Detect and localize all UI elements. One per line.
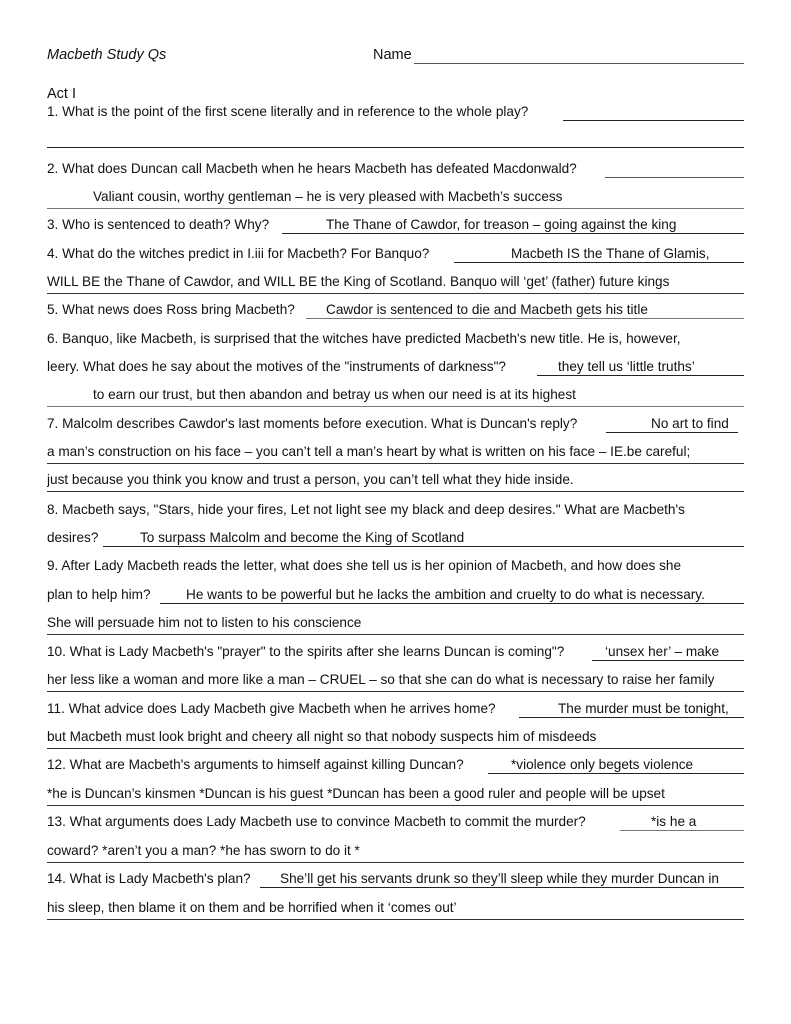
question-6a — [47, 330, 744, 350]
answer-11b[interactable] — [47, 728, 744, 749]
answer-4b[interactable] — [47, 273, 744, 294]
answer-4a[interactable] — [511, 245, 744, 265]
question-text: 4. What do the witches predict in I.iii for Macbeth? For Banquo? — [47, 246, 430, 261]
answer-text: No art to find — [651, 416, 729, 431]
answer-10b[interactable] — [47, 671, 744, 692]
answer-text: To surpass Malcolm and become the King of Scotland — [140, 530, 465, 545]
question-text: 13. What arguments does Lady Macbeth use to convince Macbeth to commit the murder? — [47, 814, 586, 829]
answer-line[interactable] — [605, 177, 744, 178]
question-text: 9. After Lady Macbeth reads the letter, what does she tell us is her opinion of Macbeth, and how does she — [47, 558, 682, 573]
answer-8[interactable] — [140, 529, 700, 549]
answer-text: coward? *aren’t you a man? *he has sworn to do it * — [47, 843, 360, 858]
answer-9b[interactable] — [47, 614, 744, 635]
answer-9a[interactable] — [186, 586, 744, 606]
question-text: 2. What does Duncan call Macbeth when he hears Macbeth has defeated Macdonwald? — [47, 161, 577, 176]
answer-2[interactable] — [47, 188, 744, 209]
answer-7c[interactable] — [47, 471, 744, 492]
answer-text: ‘unsex her’ – make — [605, 644, 720, 659]
answer-text: to earn our trust, but then abandon and betray us when our need is at its highest — [93, 387, 576, 402]
answer-text: but Macbeth must look bright and cheery all night so that nobody suspects him of misdeeds — [47, 729, 597, 744]
answer-text: *is he a — [651, 814, 697, 829]
answer-12a[interactable] — [511, 756, 744, 776]
answer-text: Macbeth IS the Thane of Glamis, — [511, 246, 710, 261]
answer-12b[interactable] — [47, 785, 744, 806]
answer-text: He wants to be powerful but he lacks the ambition and cruelty to do what is necessary. — [186, 587, 705, 602]
answer-10a[interactable] — [605, 643, 744, 663]
question-text: 3. Who is sentenced to death? Why? — [47, 217, 270, 232]
answer-3[interactable] — [326, 216, 726, 236]
answer-7b[interactable] — [47, 443, 744, 464]
answer-7a[interactable] — [651, 415, 744, 435]
answer-text: She’ll get his servants drunk so they’ll sleep while they murder Duncan in — [280, 871, 719, 886]
question-text: 11. What advice does Lady Macbeth give Macbeth when he arrives home? — [47, 701, 496, 716]
worksheet-title: Macbeth Study Qs — [47, 47, 167, 63]
answer-text: her less like a woman and more like a man – CRUEL – so that she can do what is necessary to raise her family — [47, 672, 715, 687]
answer-6a[interactable] — [558, 358, 744, 378]
answer-text: just because you think you know and trust a person, you can’t tell what they hide inside. — [47, 472, 574, 487]
answer-14a[interactable] — [280, 870, 744, 890]
question-text: leery. What does he say about the motives of the "instruments of darkness"? — [47, 359, 506, 374]
question-text: 5. What news does Ross bring Macbeth? — [47, 302, 295, 317]
question-text: 6. Banquo, like Macbeth, is surprised that the witches have predicted Macbeth's new title. He is, however, — [47, 331, 681, 346]
answer-text: a man’s construction on his face – you can’t tell a man’s heart by what is written on his face – IE.be careful; — [47, 444, 691, 459]
answer-text: The Thane of Cawdor, for treason – going against the king — [326, 217, 677, 232]
answer-13b[interactable] — [47, 842, 744, 863]
answer-text: WILL BE the Thane of Cawdor, and WILL BE the King of Scotland. Banquo will ‘get’ (father) future kings — [47, 274, 670, 289]
answer-text: The murder must be tonight, — [558, 701, 729, 716]
name-field[interactable] — [414, 63, 744, 64]
question-text: desires? — [47, 530, 99, 545]
answer-13a[interactable] — [651, 813, 744, 833]
question-text: 14. What is Lady Macbeth's plan? — [47, 871, 251, 886]
question-text: 10. What is Lady Macbeth's "prayer" to the spirits after she learns Duncan is coming"? — [47, 644, 565, 659]
question-text: 12. What are Macbeth's arguments to himself against killing Duncan? — [47, 757, 464, 772]
question-text: 8. Macbeth says, "Stars, hide your fires, Let not light see my black and deep desires." What are Macbeth's — [47, 502, 685, 517]
answer-line[interactable] — [563, 120, 744, 121]
question-text: 1. What is the point of the first scene literally and in reference to the whole play? — [47, 104, 529, 119]
question-8a — [47, 501, 744, 521]
answer-text: *he is Duncan’s kinsmen *Duncan is his guest *Duncan has been a good ruler and people will be upset — [47, 786, 665, 801]
answer-11a[interactable] — [558, 700, 744, 720]
answer-line[interactable] — [47, 147, 744, 148]
answer-6b[interactable] — [47, 386, 744, 407]
answer-text: Cawdor is sentenced to die and Macbeth gets his title — [326, 302, 648, 317]
question-text: plan to help him? — [47, 587, 151, 602]
answer-text: *violence only begets violence — [511, 757, 694, 772]
answer-text: Valiant cousin, worthy gentleman – he is very pleased with Macbeth’s success — [93, 189, 563, 204]
answer-14b[interactable] — [47, 899, 744, 920]
answer-text: they tell us ‘little truths’ — [558, 359, 695, 374]
question-9a — [47, 557, 744, 577]
answer-5[interactable] — [326, 301, 726, 321]
act-heading: Act I — [47, 86, 77, 102]
question-text: 7. Malcolm describes Cawdor's last moments before execution. What is Duncan's reply? — [47, 416, 578, 431]
answer-text: She will persuade him not to listen to his conscience — [47, 615, 362, 630]
answer-text: his sleep, then blame it on them and be horrified when it ‘comes out’ — [47, 900, 457, 915]
name-label: Name — [373, 47, 412, 63]
